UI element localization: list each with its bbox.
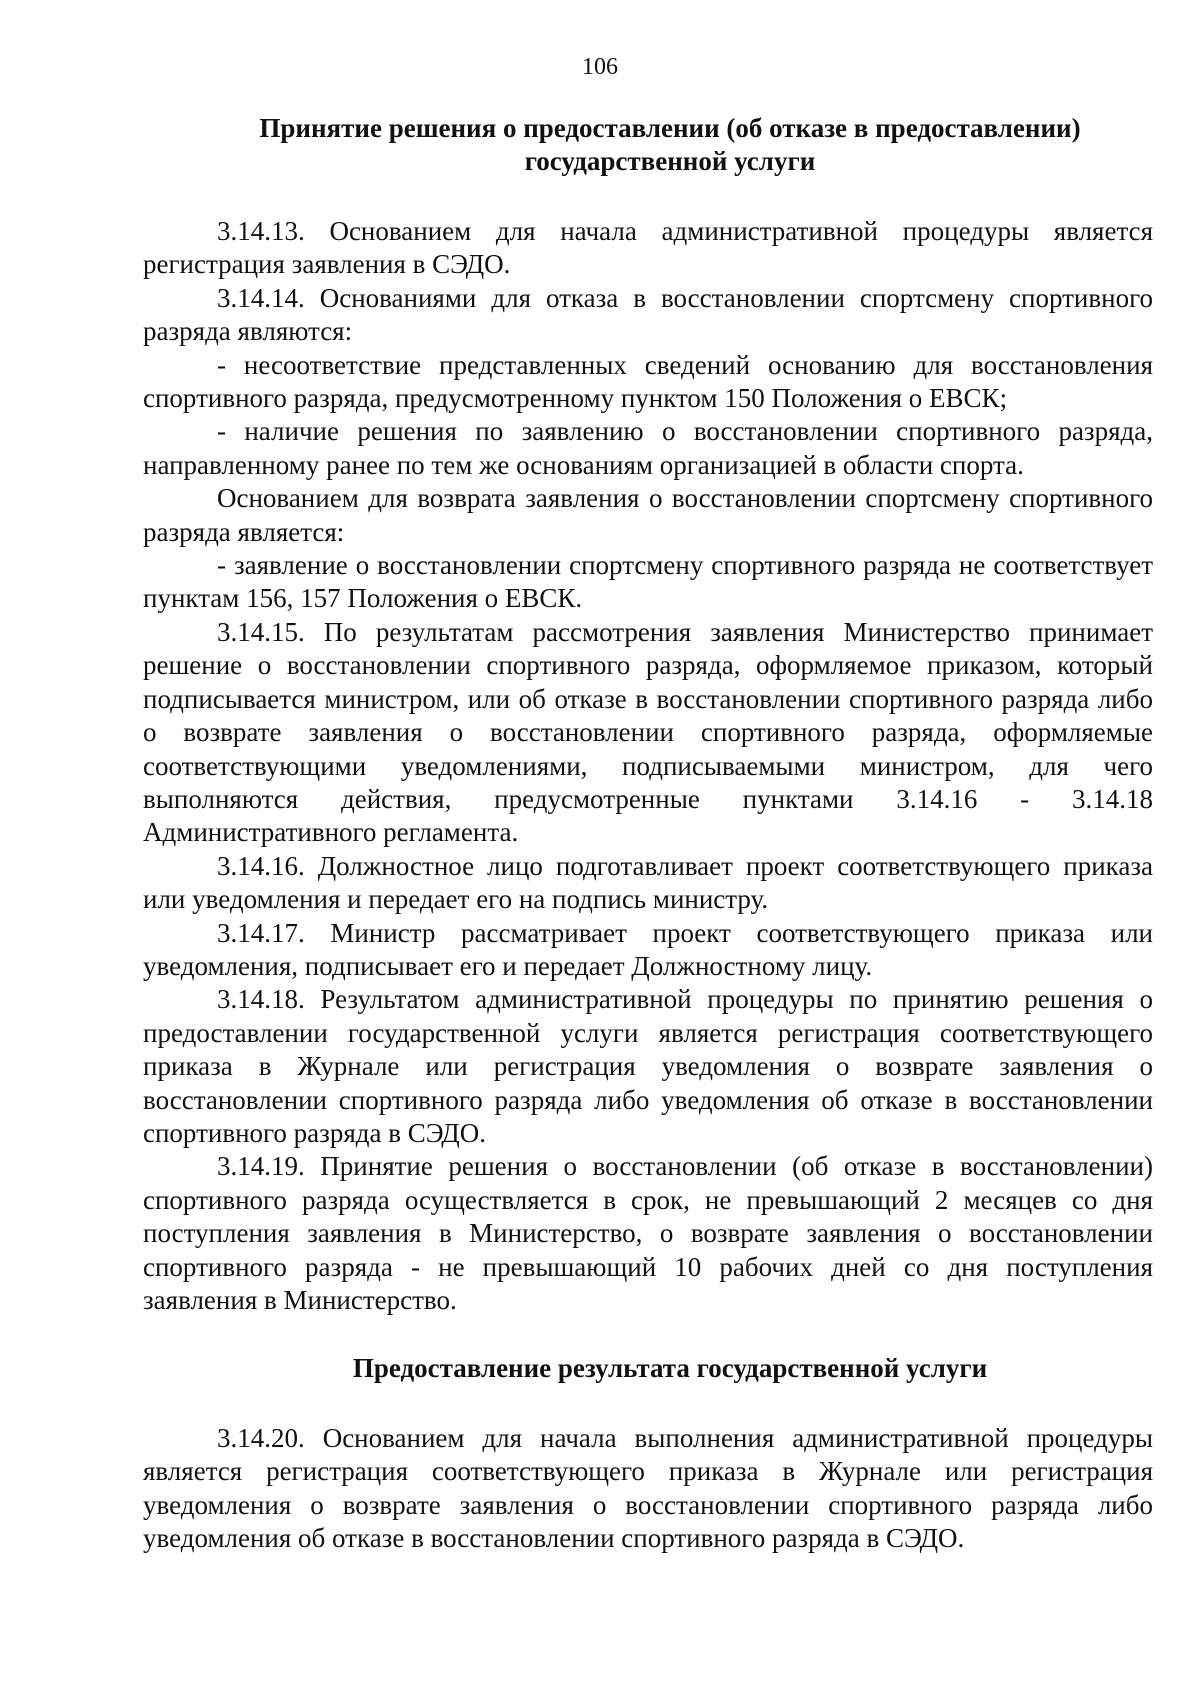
section-body-decision (143, 215, 1153, 1317)
paragraph-3-14-13: 3.14.13. Основанием для начала административной процедуры является регистрация заявления в СЭДО. (143, 216, 1153, 280)
paragraph-3-14-19: 3.14.19. Принятие решения о восстановлении (об отказе в восстановлении) спортивного разряда осуществляется в срок, не превышающий 2 месяцев со дня поступления заявления в Министерство, о возврате заявления о восстановлении спортивного разряда - не превышающий 10 рабочих дней со дня поступления заявления в Министерство. (143, 1151, 1153, 1315)
list-item-return-reason: - заявление о восстановлении спортсмену спортивного разряда не соответствует пунктам 156, 157 Положения о ЕВСК. (143, 550, 1153, 614)
paragraph-return-grounds: Основанием для возврата заявления о восстановлении спортсмену спортивного разряда является: (143, 483, 1153, 547)
page-number: 106 (582, 54, 618, 80)
paragraph-3-14-16: 3.14.16. Должностное лицо подготавливает проект соответствующего приказа или уведомления и передает его на подпись министру. (143, 850, 1153, 915)
paragraph-3-14-20: 3.14.20. Основанием для начала выполнения административной процедуры является регистрация соответствующего приказа в Журнале или регистрация уведомления о возврате заявления о восстановлении спортивного разряда либо уведомления об отказе в восстановлении спортивного разряда в СЭДО. (143, 1423, 1153, 1554)
section-heading-result: Предоставление результата государственной услуги (352, 1353, 988, 1383)
section-body-result (143, 1422, 1153, 1556)
paragraph-3-14-17: 3.14.17. Министр рассматривает проект соответствующего приказа или уведомления, подписывает его и передает Должностному лицу. (143, 917, 1153, 981)
section-heading-decision: Принятие решения о предоставлении (об отказе в предоставлении) государственной услуги (259, 113, 1081, 176)
list-item-mismatch: - несоответствие представленных сведений основанию для восстановления спортивного разряда, предусмотренному пунктом 150 Положения о ЕВСК; (143, 349, 1153, 414)
paragraph-3-14-15: 3.14.15. По результатам рассмотрения заявления Министерство принимает решение о восстановлении спортивного разряда, оформляемое приказом, который подписывается министром, или об отказе в восстановлении спортивного разряда либо о возврате заявления о восстановлении спортивного разряда, оформляемые соответствующими уведомлениями, подписываемыми министром, для чего выполняются действия, предусмотренные пунктами 3.14.16 - 3.14.18 Административного регламента. (143, 616, 1153, 848)
paragraph-3-14-14: 3.14.14. Основаниями для отказа в восстановлении спортсмену спортивного разряда являются: (143, 282, 1153, 347)
paragraph-3-14-18: 3.14.18. Результатом административной процедуры по принятию решения о предоставлении государственной услуги является регистрация соответствующего приказа в Журнале или регистрация уведомления о возврате заявления о восстановлении спортивного разряда либо уведомления об отказе в восстановлении спортивного разряда в СЭДО. (143, 984, 1153, 1148)
list-item-existing-decision: - наличие решения по заявлению о восстановлении спортивного разряда, направленному ранее по тем же основаниям организацией в области спорта. (143, 416, 1153, 480)
